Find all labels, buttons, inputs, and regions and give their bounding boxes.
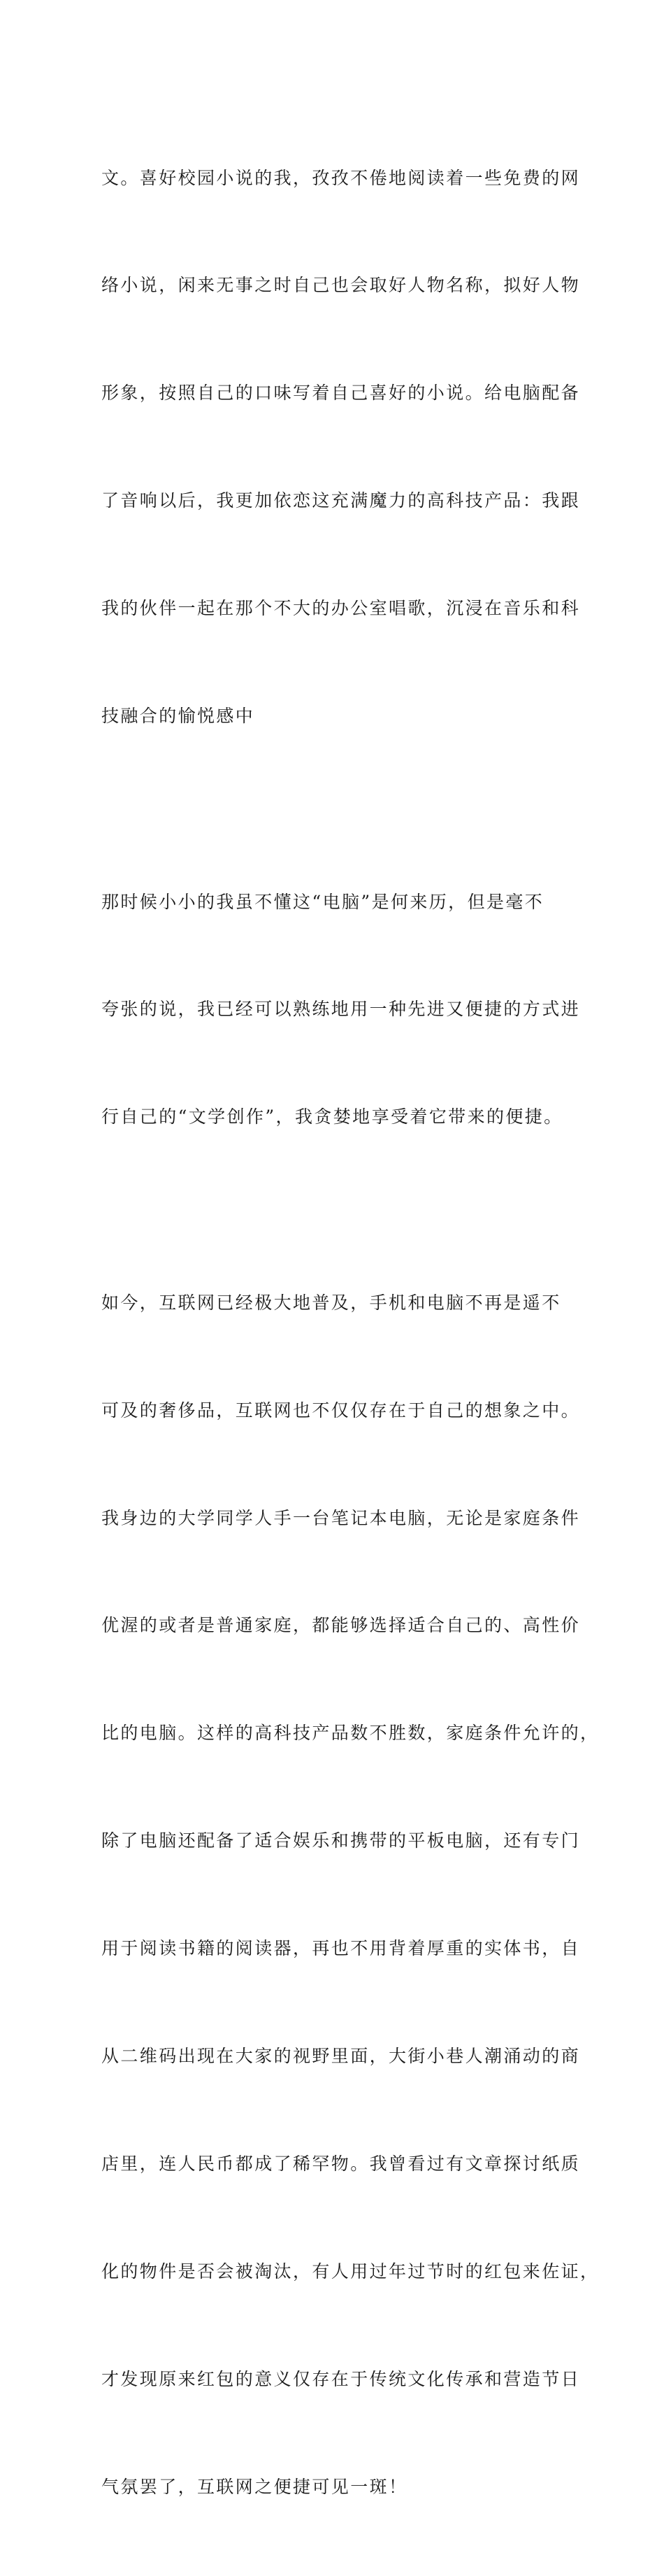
text-line: 行自己的“文学创作”，我贪婪地享受着它带来的便捷。 xyxy=(101,1106,563,1127)
paragraph-2 xyxy=(101,812,581,1207)
text-line: 技融合的愉悦感中 xyxy=(101,706,255,727)
text-line: 从二维码出现在大家的视野里面，大街小巷人潮涌动的商 xyxy=(101,2046,581,2067)
text-line: 才发现原来红包的意义仅存在于传统文化传承和营造节日 xyxy=(101,2368,581,2389)
text-line: 气氛罢了，互联网之便捷可见一斑！ xyxy=(101,2476,408,2497)
text-line: 我的伙伴一起在那个不大的办公室唱歌，沉浸在音乐和科 xyxy=(101,598,581,619)
text-line: 夸张的说，我已经可以熟练地用一种先进又便捷的方式进 xyxy=(101,999,581,1020)
paragraph-1 xyxy=(101,88,581,806)
text-line: 用于阅读书籍的阅读器，再也不用背着厚重的实体书，自 xyxy=(101,1938,581,1959)
text-line: 可及的奢侈品，互联网也不仅仅存在于自己的想象之中。 xyxy=(101,1400,581,1421)
text-line: 除了电脑还配备了适合娱乐和携带的平板电脑，还有专门 xyxy=(101,1830,581,1851)
text-line: 我身边的大学同学人手一台笔记本电脑，无论是家庭条件 xyxy=(101,1507,581,1528)
text-line: 文。喜好校园小说的我，孜孜不倦地阅读着一些免费的网 xyxy=(101,167,581,188)
text-line: 络小说，闲来无事之时自己也会取好人物名称，拟好人物 xyxy=(101,275,581,296)
paragraph-3 xyxy=(101,1213,600,2576)
text-line: 了音响以后，我更加依恋这充满魔力的高科技产品：我跟 xyxy=(101,490,581,511)
body-text xyxy=(101,88,600,2576)
text-line: 店里，连人民币都成了稀罕物。我曾看过有文章探讨纸质 xyxy=(101,2153,581,2174)
text-line: 比的电脑。这样的高科技产品数不胜数，家庭条件允许的， xyxy=(101,1723,600,1744)
text-line: 形象，按照自己的口味写着自己喜好的小说。给电脑配备 xyxy=(101,383,581,404)
text-line: 如今，互联网已经极大地普及，手机和电脑不再是遥不 xyxy=(101,1292,561,1313)
text-line: 优渥的或者是普通家庭，都能够选择适合自己的、高性价 xyxy=(101,1615,581,1636)
text-line: 化的物件是否会被淘汰，有人用过年过节时的红包来佐证， xyxy=(101,2261,600,2282)
text-line: 那时候小小的我虽不懂这“电脑”是何来历，但是毫不 xyxy=(101,891,544,912)
